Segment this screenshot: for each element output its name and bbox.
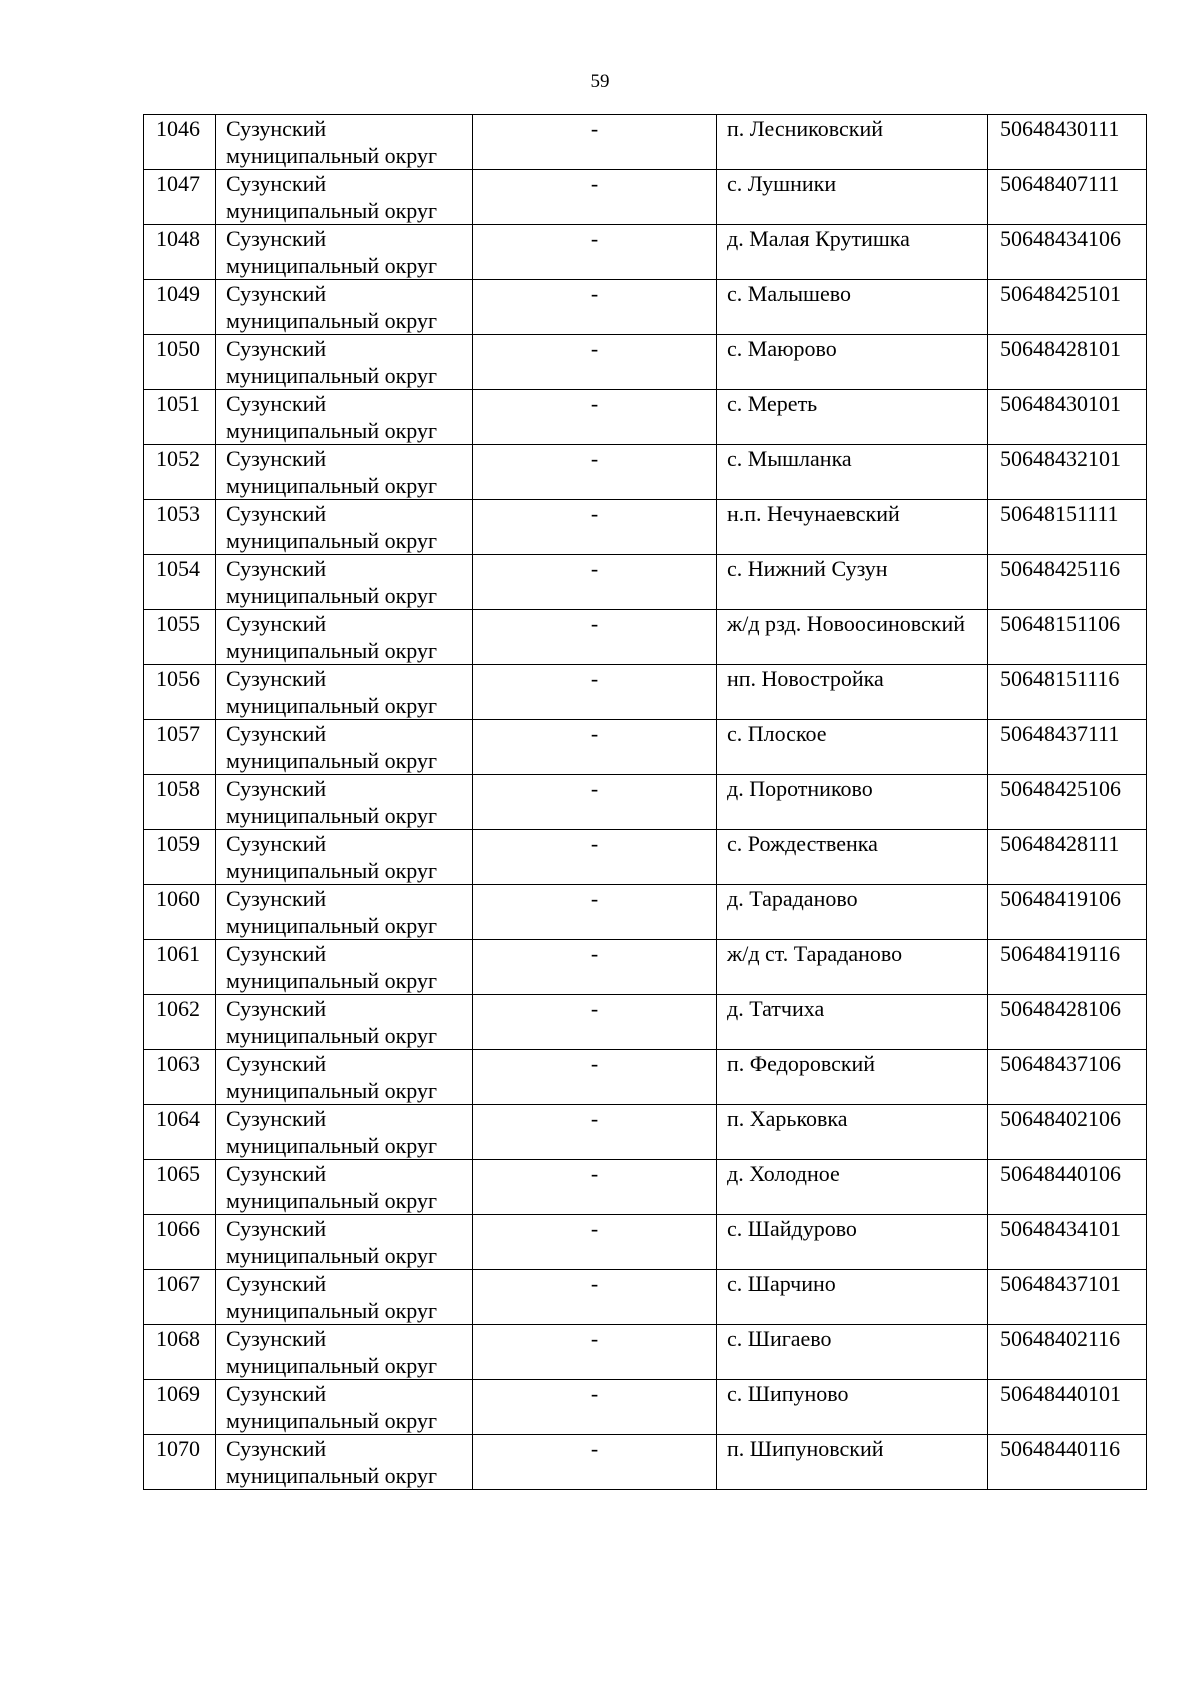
district-cell <box>216 830 473 885</box>
oktmo-code: 50648434106 <box>988 225 1147 280</box>
district-name: Сузунский <box>226 171 327 196</box>
row-number: 1060 <box>144 885 216 940</box>
district-name: Сузунский <box>226 336 327 361</box>
page-number: 59 <box>590 71 610 92</box>
district-type: муниципальный округ <box>226 748 438 773</box>
district-name: Сузунский <box>226 666 327 691</box>
dash-cell: - <box>473 115 717 170</box>
row-number: 1052 <box>144 445 216 500</box>
district-type: муниципальный округ <box>226 1078 438 1103</box>
district-type: муниципальный округ <box>226 913 438 938</box>
row-number: 1047 <box>144 170 216 225</box>
table-row <box>144 170 1147 225</box>
district-type: муниципальный округ <box>226 583 438 608</box>
district-name: Сузунский <box>226 721 327 746</box>
dash-cell: - <box>473 1435 717 1490</box>
row-number: 1056 <box>144 665 216 720</box>
district-cell <box>216 280 473 335</box>
row-number: 1055 <box>144 610 216 665</box>
district-name: Сузунский <box>226 996 327 1021</box>
settlement-name: с. Нижний Сузун <box>717 555 988 610</box>
settlement-name: д. Малая Крутишка <box>717 225 988 280</box>
settlement-name: п. Шипуновский <box>717 1435 988 1490</box>
table-row <box>144 940 1147 995</box>
row-number: 1061 <box>144 940 216 995</box>
district-type: муниципальный округ <box>226 363 438 388</box>
dash-cell: - <box>473 610 717 665</box>
district-name: Сузунский <box>226 776 327 801</box>
oktmo-code: 50648402116 <box>988 1325 1147 1380</box>
row-number: 1049 <box>144 280 216 335</box>
table-row <box>144 775 1147 830</box>
table-row <box>144 885 1147 940</box>
table-row <box>144 280 1147 335</box>
table-row <box>144 1270 1147 1325</box>
district-cell <box>216 775 473 830</box>
district-type: муниципальный округ <box>226 803 438 828</box>
oktmo-code: 50648419116 <box>988 940 1147 995</box>
dash-cell: - <box>473 1380 717 1435</box>
oktmo-code: 50648151116 <box>988 665 1147 720</box>
district-cell <box>216 555 473 610</box>
district-type: муниципальный округ <box>226 143 438 168</box>
settlement-name: н.п. Нечунаевский <box>717 500 988 555</box>
oktmo-code: 50648419106 <box>988 885 1147 940</box>
district-cell <box>216 610 473 665</box>
settlement-name: с. Малышево <box>717 280 988 335</box>
district-name: Сузунский <box>226 941 327 966</box>
oktmo-code: 50648437106 <box>988 1050 1147 1105</box>
district-cell <box>216 335 473 390</box>
table-row <box>144 1160 1147 1215</box>
table-row <box>144 225 1147 280</box>
row-number: 1050 <box>144 335 216 390</box>
district-type: муниципальный округ <box>226 198 438 223</box>
district-type: муниципальный округ <box>226 1243 438 1268</box>
oktmo-code: 50648440101 <box>988 1380 1147 1435</box>
district-name: Сузунский <box>226 1106 327 1131</box>
settlement-name: д. Холодное <box>717 1160 988 1215</box>
district-type: муниципальный округ <box>226 1353 438 1378</box>
district-type: муниципальный округ <box>226 528 438 553</box>
district-type: муниципальный округ <box>226 968 438 993</box>
district-cell <box>216 1270 473 1325</box>
row-number: 1069 <box>144 1380 216 1435</box>
oktmo-code: 50648402106 <box>988 1105 1147 1160</box>
table-row <box>144 1325 1147 1380</box>
row-number: 1065 <box>144 1160 216 1215</box>
district-cell <box>216 1380 473 1435</box>
dash-cell: - <box>473 280 717 335</box>
district-cell <box>216 170 473 225</box>
settlement-name: д. Тараданово <box>717 885 988 940</box>
settlements-table <box>143 114 1147 1490</box>
oktmo-code: 50648428111 <box>988 830 1147 885</box>
oktmo-code: 50648437101 <box>988 1270 1147 1325</box>
row-number: 1064 <box>144 1105 216 1160</box>
row-number: 1053 <box>144 500 216 555</box>
dash-cell: - <box>473 775 717 830</box>
oktmo-code: 50648440116 <box>988 1435 1147 1490</box>
oktmo-code: 50648151111 <box>988 500 1147 555</box>
dash-cell: - <box>473 225 717 280</box>
oktmo-code: 50648430101 <box>988 390 1147 445</box>
district-type: муниципальный округ <box>226 418 438 443</box>
settlement-name: с. Шарчино <box>717 1270 988 1325</box>
district-name: Сузунский <box>226 1216 327 1241</box>
district-name: Сузунский <box>226 1161 327 1186</box>
district-type: муниципальный округ <box>226 473 438 498</box>
dash-cell: - <box>473 720 717 775</box>
settlement-name: п. Федоровский <box>717 1050 988 1105</box>
district-cell <box>216 1105 473 1160</box>
dash-cell: - <box>473 665 717 720</box>
row-number: 1067 <box>144 1270 216 1325</box>
district-cell <box>216 1160 473 1215</box>
district-name: Сузунский <box>226 446 327 471</box>
district-cell <box>216 445 473 500</box>
dash-cell: - <box>473 940 717 995</box>
oktmo-code: 50648440106 <box>988 1160 1147 1215</box>
settlement-name: с. Лушники <box>717 170 988 225</box>
table-row <box>144 1215 1147 1270</box>
table-row <box>144 1435 1147 1490</box>
row-number: 1051 <box>144 390 216 445</box>
table-row <box>144 995 1147 1050</box>
row-number: 1068 <box>144 1325 216 1380</box>
oktmo-code: 50648407111 <box>988 170 1147 225</box>
row-number: 1048 <box>144 225 216 280</box>
dash-cell: - <box>473 1325 717 1380</box>
dash-cell: - <box>473 830 717 885</box>
district-type: муниципальный округ <box>226 1408 438 1433</box>
table-row <box>144 830 1147 885</box>
oktmo-code: 50648425101 <box>988 280 1147 335</box>
district-name: Сузунский <box>226 1051 327 1076</box>
table-row <box>144 115 1147 170</box>
district-type: муниципальный округ <box>226 253 438 278</box>
oktmo-code: 50648425106 <box>988 775 1147 830</box>
dash-cell: - <box>473 555 717 610</box>
table-row <box>144 1105 1147 1160</box>
table-row <box>144 610 1147 665</box>
district-type: муниципальный округ <box>226 693 438 718</box>
row-number: 1062 <box>144 995 216 1050</box>
table-row <box>144 500 1147 555</box>
settlement-name: с. Рождественка <box>717 830 988 885</box>
district-name: Сузунский <box>226 1326 327 1351</box>
settlement-name: с. Шипуново <box>717 1380 988 1435</box>
dash-cell: - <box>473 500 717 555</box>
dash-cell: - <box>473 390 717 445</box>
settlement-name: с. Шигаево <box>717 1325 988 1380</box>
row-number: 1059 <box>144 830 216 885</box>
district-cell <box>216 885 473 940</box>
district-cell <box>216 1325 473 1380</box>
district-name: Сузунский <box>226 886 327 911</box>
district-type: муниципальный округ <box>226 1298 438 1323</box>
district-name: Сузунский <box>226 501 327 526</box>
district-name: Сузунский <box>226 116 327 141</box>
district-name: Сузунский <box>226 556 327 581</box>
settlement-name: с. Мышланка <box>717 445 988 500</box>
district-cell <box>216 500 473 555</box>
oktmo-code: 50648151106 <box>988 610 1147 665</box>
district-type: муниципальный округ <box>226 858 438 883</box>
district-cell <box>216 665 473 720</box>
district-name: Сузунский <box>226 1436 327 1461</box>
settlement-name: п. Лесниковский <box>717 115 988 170</box>
dash-cell: - <box>473 335 717 390</box>
table-row <box>144 720 1147 775</box>
settlement-name: ж/д рзд. Новоосиновский <box>717 610 988 665</box>
settlement-name: нп. Новостройка <box>717 665 988 720</box>
table-row <box>144 555 1147 610</box>
district-type: муниципальный округ <box>226 1188 438 1213</box>
district-cell <box>216 940 473 995</box>
district-type: муниципальный округ <box>226 1023 438 1048</box>
row-number: 1058 <box>144 775 216 830</box>
oktmo-code: 50648430111 <box>988 115 1147 170</box>
oktmo-code: 50648434101 <box>988 1215 1147 1270</box>
district-cell <box>216 115 473 170</box>
district-cell <box>216 1215 473 1270</box>
district-name: Сузунский <box>226 1381 327 1406</box>
dash-cell: - <box>473 885 717 940</box>
district-cell <box>216 225 473 280</box>
row-number: 1054 <box>144 555 216 610</box>
district-cell <box>216 995 473 1050</box>
dash-cell: - <box>473 1215 717 1270</box>
table-row <box>144 445 1147 500</box>
row-number: 1046 <box>144 115 216 170</box>
settlement-name: д. Татчиха <box>717 995 988 1050</box>
district-cell <box>216 1435 473 1490</box>
district-type: муниципальный округ <box>226 638 438 663</box>
table-row <box>144 665 1147 720</box>
table-row <box>144 390 1147 445</box>
row-number: 1057 <box>144 720 216 775</box>
dash-cell: - <box>473 995 717 1050</box>
row-number: 1063 <box>144 1050 216 1105</box>
district-type: муниципальный округ <box>226 1133 438 1158</box>
settlement-name: с. Мереть <box>717 390 988 445</box>
row-number: 1066 <box>144 1215 216 1270</box>
dash-cell: - <box>473 170 717 225</box>
settlement-name: с. Маюрово <box>717 335 988 390</box>
district-name: Сузунский <box>226 281 327 306</box>
district-name: Сузунский <box>226 391 327 416</box>
dash-cell: - <box>473 1050 717 1105</box>
table-row <box>144 335 1147 390</box>
district-name: Сузунский <box>226 831 327 856</box>
settlement-name: п. Харьковка <box>717 1105 988 1160</box>
dash-cell: - <box>473 1160 717 1215</box>
table-row <box>144 1050 1147 1105</box>
oktmo-code: 50648428101 <box>988 335 1147 390</box>
row-number: 1070 <box>144 1435 216 1490</box>
dash-cell: - <box>473 1270 717 1325</box>
district-cell <box>216 720 473 775</box>
district-name: Сузунский <box>226 226 327 251</box>
district-cell <box>216 390 473 445</box>
table-body <box>144 115 1147 1490</box>
district-cell <box>216 1050 473 1105</box>
dash-cell: - <box>473 1105 717 1160</box>
oktmo-code: 50648437111 <box>988 720 1147 775</box>
district-type: муниципальный округ <box>226 1463 438 1488</box>
table-row <box>144 1380 1147 1435</box>
oktmo-code: 50648428106 <box>988 995 1147 1050</box>
district-name: Сузунский <box>226 611 327 636</box>
oktmo-code: 50648425116 <box>988 555 1147 610</box>
settlement-name: с. Шайдурово <box>717 1215 988 1270</box>
district-name: Сузунский <box>226 1271 327 1296</box>
district-type: муниципальный округ <box>226 308 438 333</box>
dash-cell: - <box>473 445 717 500</box>
oktmo-code: 50648432101 <box>988 445 1147 500</box>
settlement-name: с. Плоское <box>717 720 988 775</box>
settlement-name: д. Поротниково <box>717 775 988 830</box>
settlement-name: ж/д ст. Тараданово <box>717 940 988 995</box>
